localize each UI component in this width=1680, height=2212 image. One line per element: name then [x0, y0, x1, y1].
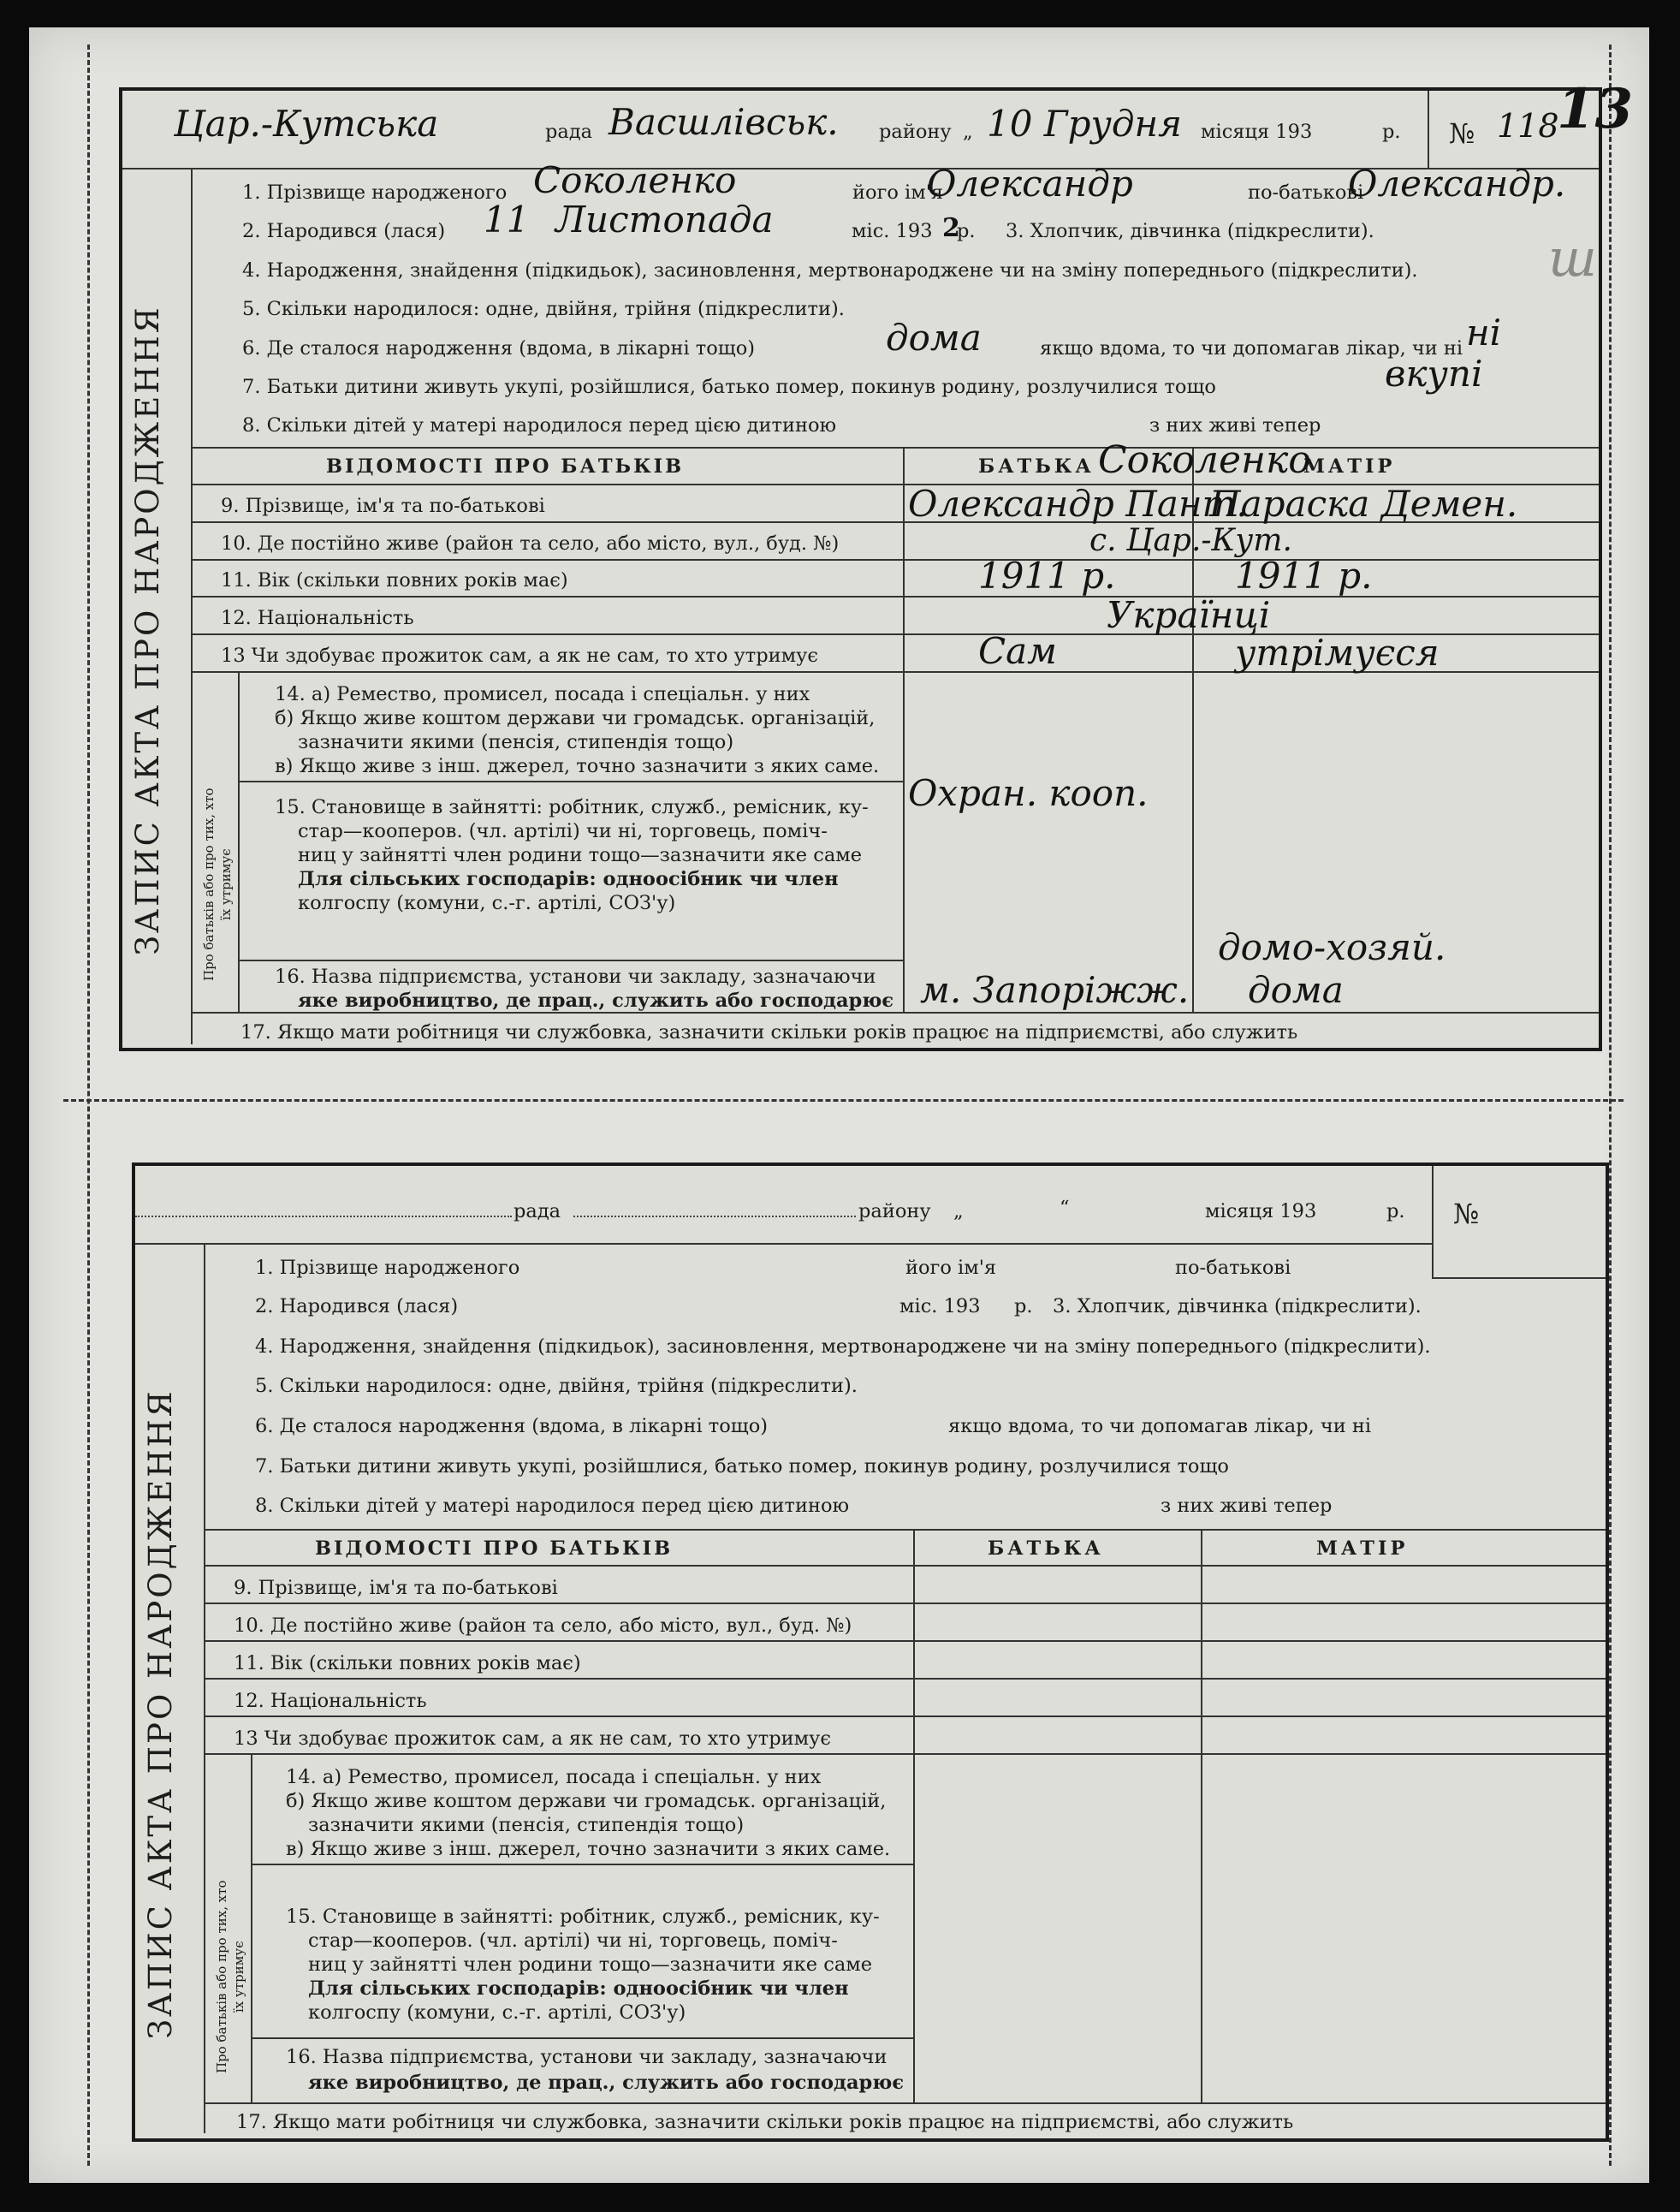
- side-title-2: ЗАПИС АКТА ПРО НАРОДЖЕННЯ: [142, 1388, 179, 2039]
- parent-row-13: 13 Чи здобуває прожиток сам, а як не сам, то хто утримує: [221, 645, 818, 667]
- hw-father-workplace: м. Запоріжж.: [920, 969, 1190, 1011]
- header-month-2: місяця 193: [1205, 1200, 1317, 1222]
- hw-name: Олександр: [927, 163, 1133, 205]
- hw-father-self: Сам: [978, 630, 1057, 672]
- parents-header-title-2: ВІДОМОСТІ ПРО БАТЬКІВ: [315, 1537, 674, 1560]
- perforation-right: [1609, 45, 1612, 2166]
- row-2-label-2: 2. Народився (лася): [255, 1295, 459, 1317]
- hw-village: Цар.-Кутська: [174, 103, 439, 145]
- header-number-label: №: [1449, 117, 1475, 150]
- row-8-label: 8. Скільки дітей у матері народилося перед цією дитиною: [242, 414, 837, 437]
- parent-row-10: 10. Де постійно живе (район та село, або місто, вул., буд. №): [221, 532, 840, 555]
- side-subtitle: Про батьків або про тих, хто їх утримує: [201, 788, 234, 981]
- hw-margin-mark: ш: [1548, 229, 1597, 288]
- row-1-label: 1. Прізвище народженого: [242, 181, 508, 204]
- hw-surname: Соколенко: [533, 159, 737, 201]
- hw-father-name: Олександр Пант.: [908, 483, 1248, 525]
- row-5-2: 5. Скільки народилося: одне, двійня, трійня (підкреслити).: [255, 1375, 858, 1397]
- hw-born-month: Листопада: [555, 199, 774, 241]
- hw-birth-place: дома: [886, 317, 982, 359]
- hw-father-age: 1911 р.: [978, 555, 1116, 597]
- document-page: [29, 27, 1649, 2183]
- parents-header-father-2: БАТЬКА: [988, 1537, 1104, 1560]
- header-month: місяця 193: [1201, 121, 1313, 143]
- row-7: 7. Батьки дитини живуть укупі, розійшлися, батько помер, покинув родину, розлучилися тощо: [242, 376, 1216, 398]
- birth-record-form-bottom: рада району „ “ місяця 193 р. № ЗАПИС АКТА ПРО НАРОДЖЕННЯ 1. Прізвище народженого його ім'я по-батькові 2. Народився (лася) міс. 193 р. 3. Хлопчик, дівчинка (підкреслити). 4. Народження, знайдення (підкидьок), засиновлення, мертвонароджене чи на зміну попереднього (підкреслити). 5. Скільки народилося: одне, двійня, трійня (підкреслити). 6. Де сталося народження (вдома, в лікарні тощо) якщо вдома, то чи допомагав лікар, чи ні 7. Батьки дитини живуть укупі, розійшлися, батько помер, покинув родину, розлучилися тощо 8. Скільки дітей у матері народилося перед цією дитиною з них живі тепер ВІДОМОСТІ ПРО БАТЬКІВ БАТЬКА МАТІР 9. Прізвище, ім'я та по-батькові 10. Де постійно живе (район та село, або місто, вул., буд. №) 11. Вік (скільки повних років має) 12. Національність 13 Чи здобуває прожиток сам, а як не сам, то хто утримує Про батьків або про тих, хто їх утримує 14. а) Ремество, промисел, посада і спеціальн. у них б) Якщо живе коштом держави чи громадськ. організацій, зазначити якими (пенсія, стипендія тощо) в) Якщо живе з інш. джерел, точно зазначити з яких саме. 15. Становище в зайнятті: робітник, служб., ремісник, ку- стар—кооперов. (чл. артілі) чи ні, торговець, поміч- ниц у зайнятті член родини тощо—зазначити яке саме Для сільських господарів: одноосібник чи член колгоспу (комуни, с.-г. артілі, СОЗ'у) 16. Назва підприємства, установи чи закладу, зазначаючи яке виробництво, де прац., служить або господарює 17. Якщо мати робітниця чи службовка, зазначити скільки років працює на підприємстві, або служить: [132, 1162, 1609, 2142]
- parents-header-title: ВІДОМОСТІ ПРО БАТЬКІВ: [326, 455, 685, 478]
- parent-row-15-2: 15. Становище в зайнятті: робітник, служб., ремісник, ку-: [286, 1906, 880, 1928]
- row-3-gender: 3. Хлопчик, дівчинка (підкреслити).: [1006, 220, 1374, 242]
- parent-row-14a-2: 14. а) Ремество, промисел, посада і спеціальн. у них: [286, 1766, 822, 1788]
- row-2-label: 2. Народився (лася): [242, 220, 446, 242]
- hw-father-surname: Соколенко: [1098, 438, 1311, 482]
- parent-row-13-2: 13 Чи здобуває прожиток сам, а як не сам, то хто утримує: [234, 1727, 831, 1750]
- hw-parents-together: вкупі: [1385, 353, 1483, 395]
- header-rada-2: рада: [513, 1200, 561, 1222]
- parents-header-mother-2: МАТІР: [1316, 1537, 1409, 1560]
- parent-row-9: 9. Прізвище, ім'я та по-батькові: [221, 495, 545, 517]
- header-number-label-2: №: [1453, 1198, 1480, 1230]
- row-6-label-2: 6. Де сталося народження (вдома, в лікарні тощо): [255, 1415, 769, 1437]
- parent-row-11: 11. Вік (скільки повних років має): [221, 569, 568, 592]
- hw-mother-age: 1911 р.: [1235, 555, 1373, 597]
- parent-row-12-2: 12. Національність: [234, 1690, 427, 1712]
- hw-doctor: ні: [1466, 312, 1502, 354]
- hw-day: 10 Грудня: [987, 103, 1182, 145]
- parents-header-father: БАТЬКА: [978, 455, 1095, 478]
- row-4: 4. Народження, знайдення (підкидьок), засиновлення, мертвонароджене чи на зміну попереднього (підкреслити).: [242, 259, 1418, 282]
- side-title: ЗАПИС АКТА ПРО НАРОДЖЕННЯ: [129, 305, 166, 955]
- hw-mother-name: Параска Демен.: [1209, 483, 1518, 525]
- row-17: 17. Якщо мати робітниця чи службовка, зазначити скільки років працює на підприємстві, або служить: [240, 1021, 1298, 1044]
- hw-residence: с. Цар.-Кут.: [1089, 523, 1292, 558]
- hw-nationality: Українці: [1107, 594, 1271, 636]
- parent-row-15: 15. Становище в зайнятті: робітник, служб., ремісник, ку-: [275, 796, 869, 818]
- header-rada: рада: [545, 121, 593, 143]
- parent-row-14a: 14. а) Ремество, промисел, посада і спеціальн. у них: [275, 683, 810, 705]
- perforation-left: [87, 45, 90, 2166]
- side-subtitle-2: Про батьків або про тих, хто їх утримує: [214, 1880, 246, 2073]
- row-4-2: 4. Народження, знайдення (підкидьок), засиновлення, мертвонароджене чи на зміну попереднього (підкреслити).: [255, 1335, 1431, 1358]
- hw-mother-occupation: домо-хозяй.: [1218, 926, 1446, 968]
- hw-patronymic: Олександр.: [1348, 163, 1566, 205]
- header-raion-2: району: [858, 1200, 931, 1222]
- row-3-gender-2: 3. Хлопчик, дівчинка (підкреслити).: [1053, 1295, 1422, 1317]
- hw-born-year-digit: 2: [942, 213, 960, 243]
- parent-row-12: 12. Національність: [221, 607, 414, 629]
- hw-number: 118: [1497, 107, 1559, 145]
- row-17-2: 17. Якщо мати робітниця чи службовка, зазначити скільки років працює на підприємстві, або служить: [236, 2111, 1294, 2133]
- parent-row-16-2: 16. Назва підприємства, установи чи закладу, зазначаючи: [286, 2046, 887, 2068]
- hw-father-trade: Охран. кооп.: [908, 772, 1149, 814]
- row-1-label-2: 1. Прізвище народженого: [255, 1257, 520, 1279]
- row-7-2: 7. Батьки дитини живуть укупі, розійшлися, батько помер, покинув родину, розлучилися тощо: [255, 1455, 1229, 1478]
- parent-row-9-2: 9. Прізвище, ім'я та по-батькові: [234, 1577, 558, 1599]
- row-8-label-2: 8. Скільки дітей у матері народилося перед цією дитиною: [255, 1495, 850, 1517]
- hw-mother-support: утрімуєся: [1235, 632, 1440, 674]
- hw-mother-workplace: дома: [1248, 969, 1344, 1011]
- hw-born-day: 11: [484, 199, 530, 241]
- hw-district: Васшлівськ.: [608, 101, 839, 143]
- birth-record-form-top: рада району „ місяця 193 р. № ЗАПИС АКТА ПРО НАРОДЖЕННЯ 1. Прізвище народженого його ім'я по-батькові 2. Народився (лася) міс. 193 р. 3. Хлопчик, дівчинка (підкреслити). 4. Народження, знайдення (підкидьок), засиновлення, мертвонароджене чи на зміну попереднього (підкреслити). 5. Скільки народилося: одне, двійня, трійня (підкреслити). 6. Де сталося народження (вдома, в лікарні тощо) якщо вдома, то чи допомагав лікар, чи ні 7. Батьки дитини живуть укупі, розійшлися, батько помер, покинув родину, розлучилися тощо 8. Скільки дітей у матері народилося перед цією дитиною з них живі тепер ВІДОМОСТІ ПРО БАТЬКІВ БАТЬКА МАТІР 9. Прізвище, ім'я та по-батькові 10. Де постійно живе (район та село, або місто, вул., буд. №) 11. Вік (скільки повних років має) 12. Національність 13 Чи здобуває прожиток сам, а як не сам, то хто утримує Про батьків або про тих, хто їх утримує 14. а) Ремество, промисел, посада і спеціальн. у них б) Якщо живе коштом держави чи громадськ. організацій, зазначити якими (пенсія, стипендія тощо) в) Якщо живе з інш. джерел, точно зазначити з яких саме. 15. Становище в зайнятті: робітник, служб., ремісник, ку- стар—кооперов. (чл. артілі) чи ні, торговець, поміч- ниц у зайнятті член родини тощо—зазначити яке саме Для сільських господарів: одноосібник чи член колгоспу (комуни, с.-г. артілі, СОЗ'у) 16. Назва підприємства, установи чи закладу, зазначаючи яке виробництво, де прац., служить або господарює 17. Якщо мати робітниця чи службовка, зазначити скільки років працює на підприємстві, або служить Цар.-Кутська Васшлівськ. 10 Грудня 118 13 Соколенко Олександр Олександр. 11 Листопада 2 дома ні вкупі Соколенко Олександр Пант. Параска Демен. с. Цар.-Кут. 1911 р. 1911 р. Українці Сам утрімуєся Охран. кооп. домо-хозяй. м. Запоріжж. дома: [119, 87, 1602, 1051]
- perforation-middle: [63, 1099, 1624, 1102]
- hw-stamp: 13: [1557, 77, 1634, 141]
- parent-row-10-2: 10. Де постійно живе (район та село, або місто, вул., буд. №): [234, 1614, 852, 1637]
- parent-row-11-2: 11. Вік (скільки повних років має): [234, 1652, 581, 1674]
- row-5: 5. Скільки народилося: одне, двійня, трійня (підкреслити).: [242, 298, 845, 320]
- header-raion: району: [879, 121, 952, 143]
- row-6-label: 6. Де сталося народження (вдома, в лікарні тощо): [242, 337, 756, 360]
- parent-row-16: 16. Назва підприємства, установи чи закладу, зазначаючи: [275, 966, 876, 988]
- parents-header-mother: МАТІР: [1303, 455, 1396, 478]
